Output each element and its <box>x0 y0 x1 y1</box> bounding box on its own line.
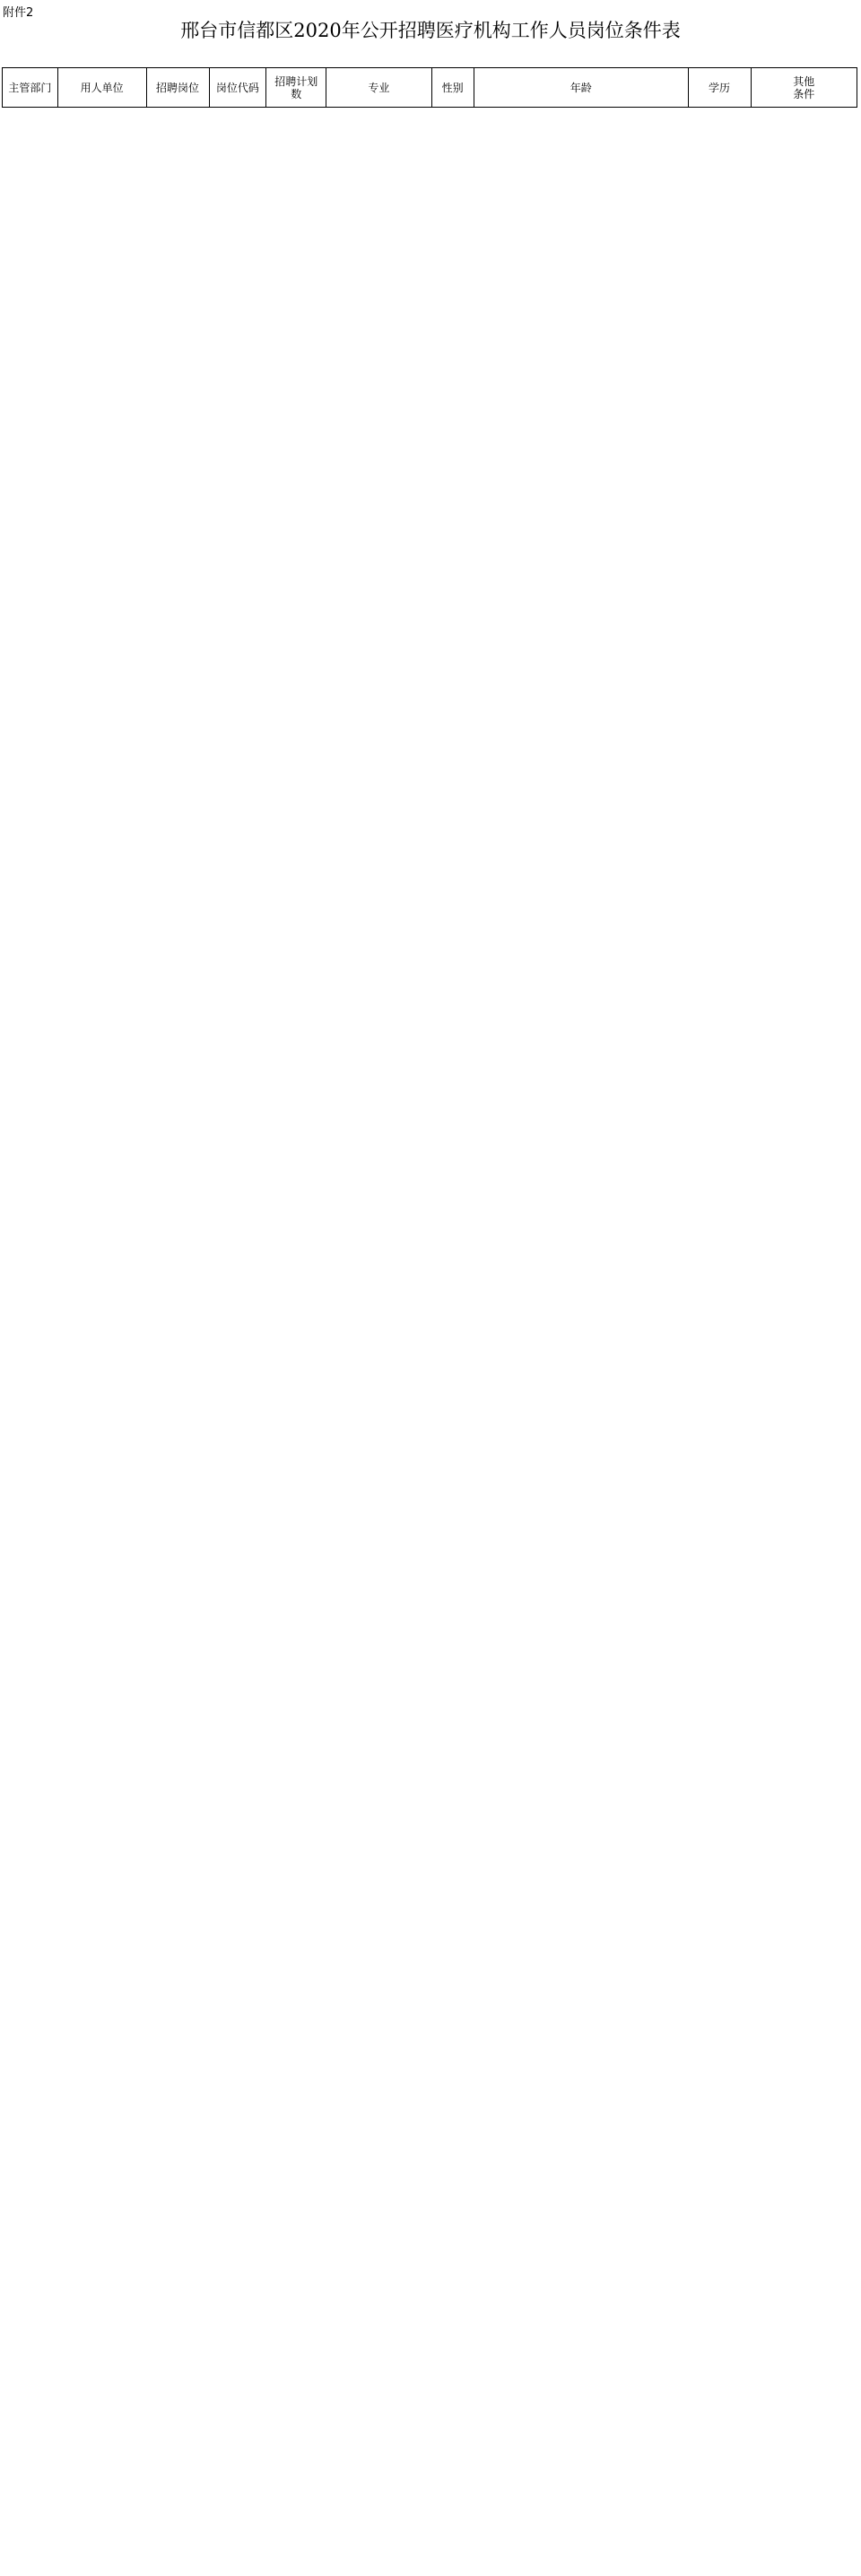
header-gender: 性别 <box>431 68 474 108</box>
header-plan: 招聘计划数 <box>266 68 326 108</box>
header-age: 年龄 <box>474 68 688 108</box>
header-post: 招聘岗位 <box>146 68 209 108</box>
attachment-label: 附件2 <box>3 6 34 20</box>
header-dept: 主管部门 <box>3 68 58 108</box>
header-major: 专业 <box>326 68 431 108</box>
position-table <box>2 67 857 108</box>
header-unit: 用人单位 <box>57 68 146 108</box>
page-title: 邢台市信都区2020年公开招聘医疗机构工作人员岗位条件表 <box>180 20 681 41</box>
header-edu: 学历 <box>688 68 751 108</box>
header-code: 岗位代码 <box>209 68 266 108</box>
header-other: 其他 条件 <box>751 68 857 108</box>
table-header-row <box>3 68 857 108</box>
